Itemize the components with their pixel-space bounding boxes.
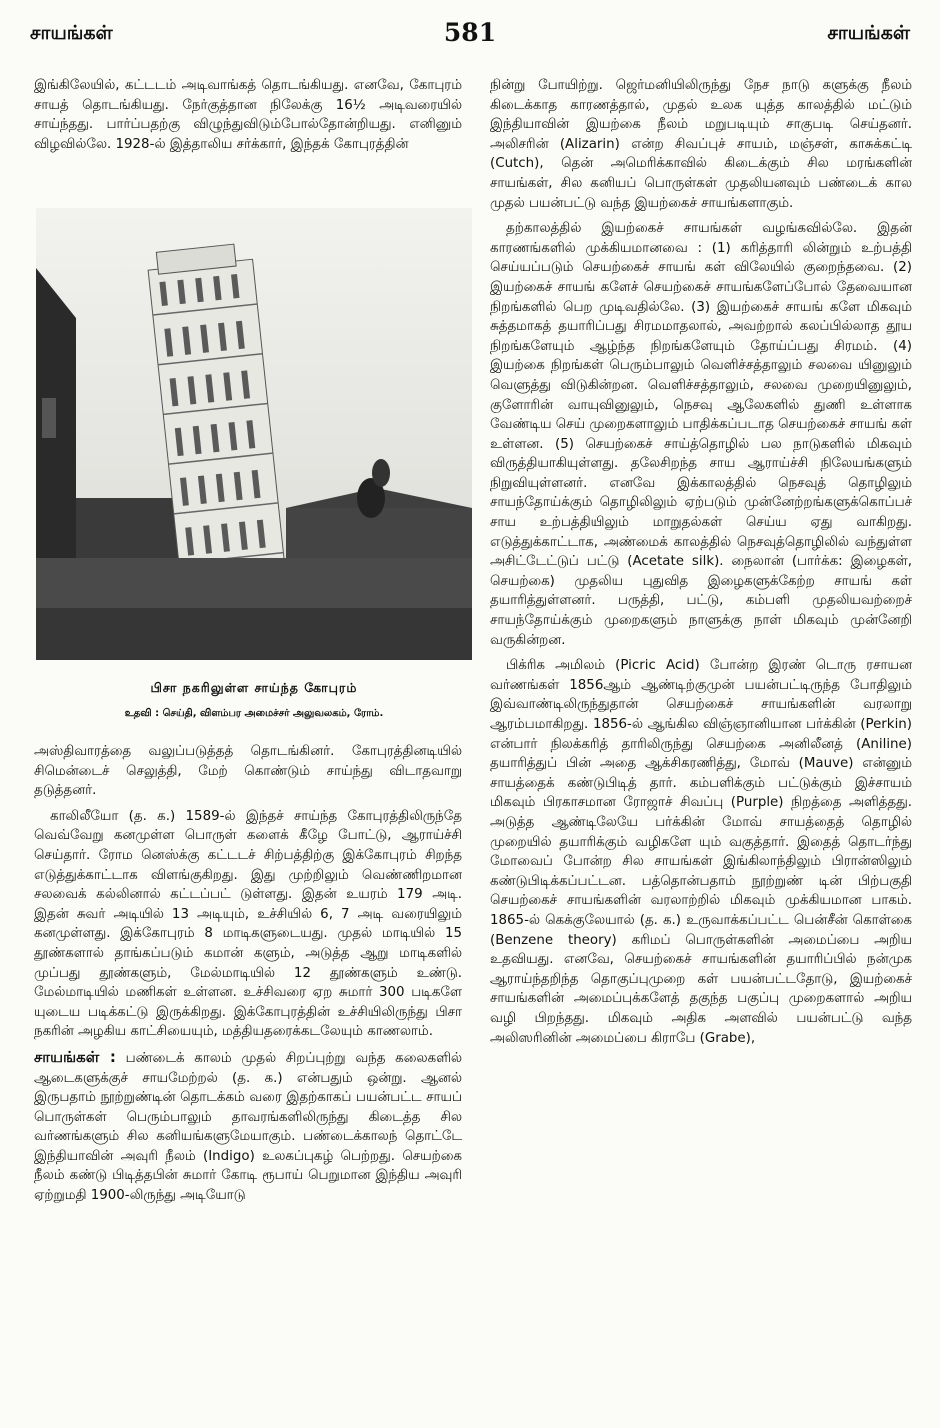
right-column (490, 76, 912, 1048)
paragraph: அஸ்திவாரத்தை வலுப்படுத்தத் தொடங்கினர். கோபுரத்தினடியில் சிமென்டைச் செலுத்தி, மேற் கொண்டும் சாய்ந்து விடாதவாறு தடுத்தனர். (34, 744, 462, 799)
figure-caption: பிசா நகரிலுள்ள சாய்ந்த கோபுரம் (150, 680, 358, 695)
article-heading: சாயங்கள் : (34, 1047, 116, 1066)
paragraph: காலிலீயோ (த. க.) 1589-ல் இந்தச் சாய்ந்த கோபுரத்திலிருந்தே வெவ்வேறு கனமுள்ள பொருள் களைக் கீழே போட்டு, ஆராய்ச்சி செய்தார். ரோம னெஸ்க்கு கட்டடச் சிற்பத்திற்கு இக்கோபுரம் சிறந்த எடுத்துக்காட்டாக விளங்குகிறது. இது முற்றிலும் வெண்ணிறமான சலவைக் கல்லினால் கட்டப்பட் டுள்ளது. இதன் உயரம் 179 அடி. இதன் சுவர் அடியில் 13 அடியும், உச்சியில் 6, 7 அடி வரையிலும் கனமுள்ளது. இக்கோபுரம் 8 மாடிகளுடையது. முதல் மாடியில் 15 தூண்களால் தாங்கப்படும் கமான் களும், அடுத்த ஆறு மாடிகளில் முப்பது தூண்களும், மேல்மாடியில் 12 தூண்களும் உண்டு. மேல்மாடியில் மணிகள் உள்ளன. உச்சிவரை ஏற சுமார் 300 படிகளே யுடைய படிக்கட்டு இருக்கிறது. இக்கோபுரத்தின் உச்சியிலிருந்து பிசா நகரின் அழகிய காட்சியையும், மத்தியதரைக்கடலேயும் காணலாம். (34, 808, 462, 1040)
figure-credit: உதவி : செய்தி, விளம்பர அமைச்சர் அலுவலகம், ரோம். (124, 708, 384, 719)
running-head-right: சாயங்கள் (827, 22, 910, 44)
paragraph: தற்காலத்தில் இயற்கைச் சாயங்கள் வழங்கவில்லே. இதன் காரணங்களில் முக்கியமானவை : (1) கரித்தாரி லின்றும் உற்பத்தி செய்யப்படும் செயற்கைச் சாயங் கள் விலேயில் குறைந்தவை. (2) இயற்கைச் சாயங் களேச் செயற்கைச் சாயங்களேப்போல் தேவையான நிறங்களில் பெற முடிவதில்லே. (3) இயற்கைச் சாயங் களே மிகவும் சுத்தமாகத் தயாரிப்பது சிரமமாதலால், அவற்றால் கலப்பில்லாத தூய நிறங்களேயும் ஆழ்ந்த நிறங்களேயும் தோய்ப்பது சிரமம். (4) இயற்கை நிறங்கள் பெரும்பாலும் வெளிச்சத்தாலும் சலவை யினுலும் வெளுத்து விடுகின்றன. வெளிச்சத்தாலும், சலவை முறையினுலும், குளோரின் வாயுவினுலும், நெசவு ஆலேகளில் துணி உள்ளாக வேண்டிய செய் முறைகளாலும் பாதிக்கப்படாத செயற்கைச் சாயங் கள் உள்ளன. (5) செயற்கைச் சாய்த்தொழில் பல நாடுகளில் மிகவும் விருத்தியாகியுள்ளது. தலேசிறந்த சாய ஆராய்ச்சி நிலேயங்களும் நிறுவியுள்ளனர். எனவே இக்காலத்தில் நெசவுத் தொழிலும் சாயந்தோய்க்கும் தொழிலிலும் ஏற்படும் முன்னேற்றங்களுக்கொப்பச் சாய உற்பத்தியிலும் மாறுதல்கள் செய்ய ஏது வாகிறது. எடுத்துக்காட்டாக, அண்மைக் காலத்தில் நெசவுத்தொழிலில் வந்துள்ள அசிட்டேட்டுப் பட்டு (Acetate silk). நைலான் (பார்க்க: இழைகள், செயற்கை) முதலிய புதுவித இழைகளுக்கேற்ற சாயங் கள் தயாரித்துள்ளனர். பருத்தி, பட்டு, கம்பளி முதலியவற்றைச் சாயந்தோய்க்கும் முறைகளும் நாளுக்கு நாள் மிகவும் முன்னேறி வருகின்றன. (490, 221, 912, 648)
left-column-top (34, 76, 462, 154)
paragraph: இங்கிலேயில், கட்டடம் அடிவாங்கத் தொடங்கியது. எனவே, கோபுரம் சாயத் தொடங்கியது. நேர்குத்தான நிலேக்கு 16½ அடிவரையில் சாய்ந்தது. பார்ப்பதற்கு விழுந்துவிடும்போல்தோன்றியது. எனினும் விழவில்லே. 1928-ல் இத்தாலிய சர்க்கார், இந்தக் கோபுரத்தின் (34, 78, 462, 152)
paragraph: பிக்ரிக அமிலம் (Picric Acid) போன்ற இரண் டொரு ரசாயன வர்ணங்கள் 1856ஆம் ஆண்டிற்குமுன் பயன்பட்டிருந்த போதிலும் இவ்வாண்டிலிருந்துதான் செயற்கைச் சாயங்களின் வரலாறு ஆரம்பமாகிறது. 1856-ல் ஆங்கில விஞ்ஞானியான பர்க்கின் (Perkin) என்பார் நிலக்கரித் தாரிலிருந்து செயற்கை அனிலீனத் (Aniline) தயாரித்துப் பின் அதை ஆக்சிகரணித்து, மோவ் (Mauve) என்னும் சாயத்தைக் கண்டுபிடித் தார். கம்பளிக்கும் பட்டுக்கும் இச்சாயம் மிகவும் பிரகாசமான ரோஜாச் சிவப்பு (Purple) நிறத்தை அளித்தது. அடுத்த ஆண்டிலேயே பர்க்கின் மோவ் சாயத்தைத் தொழில் முறையில் தயாரிக்கும் வழிகளே யும் வகுத்தார். இதைத் தொடர்ந்து மோவைப் போன்ற சில சாயங்கள் இங்கிலாந்திலும் பிரான்ஸிலும் கண்டுபிடிக்கப்பட்டன. பத்தொன்பதாம் நூற்றுண் டின் பிற்பகுதி செயற்கைச் சாயங்களின் வரலாற்றில் மிகவும் முக்கியமான பாகம். 1865-ல் கெக்குலேயால் (த. க.) உருவாக்கப்பட்ட பென்சீன் கொள்கை (Benzene theory) கரிமப் பொருள்களின் அமைப்பை அறிய உதவியது. எனவே, செயற்கைச் சாயங்களின் தயாரிப்பில் நன்முக ஆராய்ந்தறிந்த தொகுப்புமுறை கள் பயன்பட்டதோடு, இயற்கைச் சாயங்களின் அமைப்புக்களேத் தகுந்த பகுப்பு முறைகளால் அறிய வழி பிறந்தது. மிகவும் அதிக அளவில் பயன்பட்டு வந்த அலிஸரினின் அமைப்பை கிராபே (Grabe), (490, 658, 912, 1046)
page-header (30, 18, 910, 58)
tower-illustration (36, 208, 472, 660)
page-number: 581 (443, 18, 497, 47)
paragraph: நின்று போயிற்று. ஜெர்மனியிலிருந்து நேச நாடு களுக்கு நீலம் கிடைக்காத காரணத்தால், முதல் உலக யுத்த காலத்தில் மட்டும் இந்தியாவின் இயற்கை நீலம் மறுபடியும் சாகுபடி செய்தனர். அலிசரின் (Alizarin) என்ற சிவப்புச் சாயம், மஞ்சள், காசுக்கட்டி (Cutch), தென் அமெரிக்காவில் கிடைக்கும் சில மரங்களின் சாயங்கள், சில கனியப் பொருள்கள் முதலியனவும் பண்டைக் கால முதல் பயன்பட்டு வந்த இயற்கைச் சாயங்களாகும். (490, 78, 912, 211)
article-paragraph (34, 1048, 462, 1206)
leaning-tower-photo (36, 208, 472, 660)
article-text: பண்டைக் காலம் முதல் சிறப்புற்று வந்த கலைகளில் ஆடைகளுக்குச் சாயமேற்றல் (த. க.) என்பதும் ஒன்று. ஆனல் இருபதாம் நூற்றுண்டின் தொடக்கம் வரை இதற்காகப் பயன்பட்ட சாயப் பொருள்கள் பெரும்பாலும் தாவரங்களிலிருந்து கிடைத்த சில வர்ணங்களும் சில கனியங்களுமேயாகும். பண்டைக்காலந் தொட்டே இந்தியாவின் அவுரி நீலம் (Indigo) உலகப்புகழ் பெற்றது. செயற்கை நீலம் கண்டு பிடித்தபின் சுமார் கோடி ரூபாய் பெறுமான இந்திய அவுரி ஏற்றுமதி 1900-லிருந்து அடியோடு (34, 1050, 462, 1204)
left-column-bottom (34, 742, 462, 1206)
running-head-left: சாயங்கள் (30, 22, 113, 44)
